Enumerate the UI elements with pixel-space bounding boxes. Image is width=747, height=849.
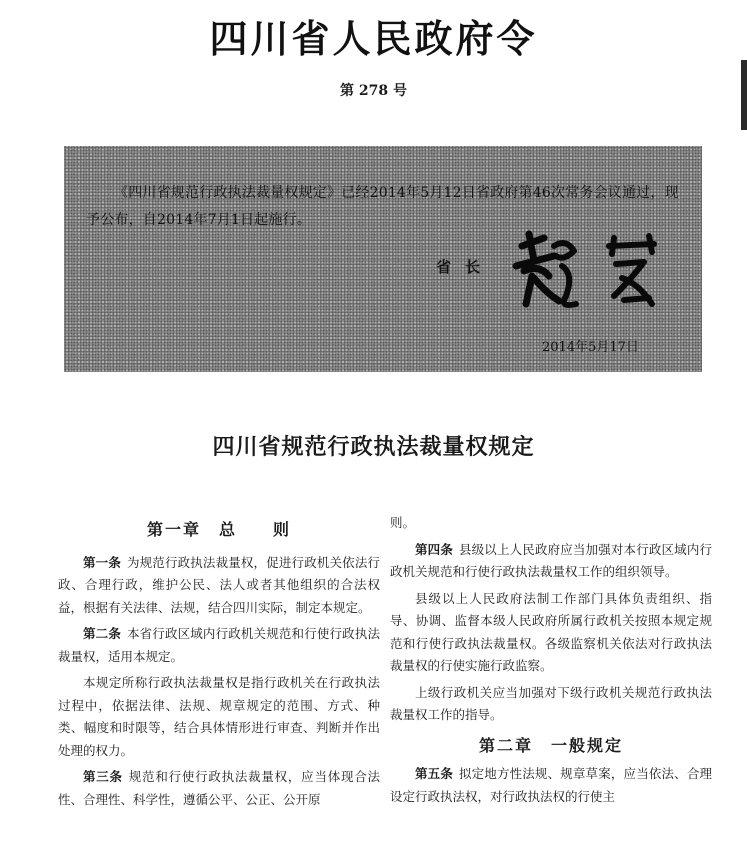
regulation-title: 四川省规范行政执法裁量权规定 xyxy=(212,435,535,460)
page-edge-mark xyxy=(741,60,747,130)
article-4-paragraph: 县级以上人民政府法制工作部门具体负责组织、指导、协调、监督本级人民政府所属行政机关按照本规定规范和行使行政执法裁量权。各级监察机关依法对行政执法裁量权的行使实施行政监察。 xyxy=(390,590,712,673)
notice-text: 《四川省规范行政执法裁量权规定》已经2014年5月12日省政府第46次常务会议通过，现予公布，自2014年7月1日起施行。 xyxy=(86,185,679,228)
article-label: 第五条 xyxy=(415,766,453,781)
article-label: 第二条 xyxy=(83,626,121,641)
signer-title: 省长 xyxy=(436,258,495,276)
article-5 xyxy=(390,763,712,808)
signature-image xyxy=(504,216,674,316)
article-3 xyxy=(58,766,380,811)
decree-number: 第 278 号 xyxy=(340,83,407,99)
article-4-paragraph: 上级行政机关应当加强对下级行政机关规范行政执法裁量权工作的指导。 xyxy=(390,684,712,722)
article-2-paragraph: 本规定所称行政执法裁量权是指行政机关在行政执法过程中，依据法律、法规、规章规定的范围、方式、种类、幅度和时限等，结合具体情形进行审查、判断并作出处理的权力。 xyxy=(58,675,380,758)
article-label: 第一条 xyxy=(83,554,121,570)
promulgation-notice xyxy=(64,146,702,372)
article-label: 第四条 xyxy=(415,541,453,557)
article-1 xyxy=(58,552,380,620)
article-text: 为规范行政执法裁量权，促进行政机关依法行政、合理行政，维护公民、法人或者其他组织的合法权益，根据有关法律、法规，结合四川实际，制定本规定。 xyxy=(58,554,380,615)
left-column xyxy=(58,505,380,815)
chapter-heading: 第二章 一般规定 xyxy=(478,735,623,755)
article-2 xyxy=(58,623,380,668)
right-column xyxy=(390,512,712,812)
chapter-heading: 第一章 总 则 xyxy=(146,520,291,539)
decree-title: 四川省人民政府令 xyxy=(209,17,538,61)
article-text: 本省行政区域内行政机关规范和行使行政执法裁量权，适用本规定。 xyxy=(58,626,380,664)
article-text: 县级以上人民政府应当加强对本行政区域内行政机关规范和行使行政执法裁量权工作的组织领导。 xyxy=(390,541,712,579)
continued-text: 则。 xyxy=(390,515,416,530)
notice-date: 2014年5月17日 xyxy=(542,340,639,355)
article-4 xyxy=(390,539,712,584)
article-label: 第三条 xyxy=(83,769,123,784)
article-text: 拟定地方性法规、规章草案，应当依法、合理设定行政执法权，对行政执法权的行使主 xyxy=(390,766,712,804)
article-text: 规范和行使行政执法裁量权，应当体现合法性、合理性、科学性，遵循公平、公正、公开原 xyxy=(58,769,380,807)
